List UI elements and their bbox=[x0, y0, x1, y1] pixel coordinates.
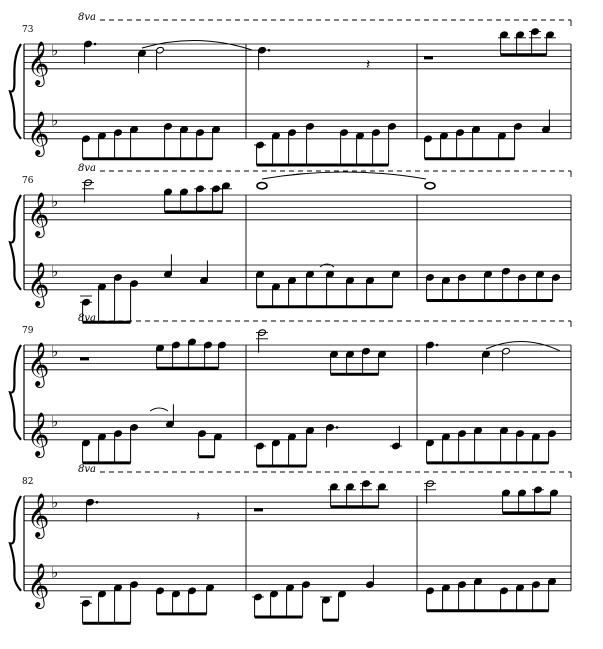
dot bbox=[436, 344, 439, 347]
lower-staff bbox=[24, 563, 571, 609]
flat-key-signature: ♭ bbox=[51, 493, 59, 512]
treble-clef-icon: 𝄞 bbox=[27, 411, 50, 456]
brace bbox=[10, 345, 21, 440]
measure-number: 79 bbox=[22, 326, 34, 336]
dot bbox=[336, 426, 339, 429]
measure-number: 76 bbox=[22, 176, 34, 186]
whole-note bbox=[257, 183, 267, 189]
upper-staff bbox=[24, 41, 571, 87]
ottava-mark: 8va bbox=[78, 464, 96, 475]
brace bbox=[10, 195, 21, 290]
flat-key-signature: ♭ bbox=[51, 41, 59, 60]
slur bbox=[320, 264, 334, 267]
slur bbox=[262, 172, 426, 179]
flat-key-signature: ♭ bbox=[51, 192, 59, 211]
treble-clef-icon: 𝄞 bbox=[27, 40, 50, 85]
dot bbox=[94, 43, 97, 46]
flat-key-signature: ♭ bbox=[51, 262, 59, 281]
quarter-rest-icon: 𝄽 bbox=[196, 508, 201, 525]
ottava-mark: 8va bbox=[78, 163, 96, 174]
brace bbox=[10, 496, 21, 591]
whole-note bbox=[425, 183, 435, 189]
upper-staff bbox=[24, 493, 571, 539]
treble-clef-icon: 𝄞 bbox=[27, 191, 50, 236]
slur bbox=[486, 341, 560, 351]
flat-key-signature: ♭ bbox=[51, 412, 59, 431]
measure-number: 82 bbox=[22, 477, 34, 487]
slur bbox=[150, 408, 168, 411]
ottava-mark: 8va bbox=[78, 12, 96, 23]
treble-clef-icon: 𝄞 bbox=[27, 562, 50, 607]
system-2 bbox=[10, 163, 571, 308]
treble-clef-icon: 𝄞 bbox=[27, 110, 50, 155]
measure-number: 73 bbox=[22, 25, 34, 35]
lower-staff bbox=[24, 111, 571, 157]
quarter-rest-icon: 𝄽 bbox=[366, 56, 371, 73]
flat-key-signature: ♭ bbox=[51, 111, 59, 130]
half-rest bbox=[80, 357, 89, 360]
upper-staff bbox=[24, 192, 571, 238]
flat-key-signature: ♭ bbox=[51, 563, 59, 582]
upper-staff bbox=[24, 342, 571, 388]
ottava-mark: 8va bbox=[78, 313, 96, 324]
brace bbox=[10, 44, 21, 139]
dot bbox=[96, 501, 99, 504]
half-rest bbox=[254, 508, 263, 511]
half-rest bbox=[424, 56, 433, 59]
treble-clef-icon: 𝄞 bbox=[27, 492, 50, 537]
treble-clef-icon: 𝄞 bbox=[27, 261, 50, 306]
treble-clef-icon: 𝄞 bbox=[27, 341, 50, 386]
flat-key-signature: ♭ bbox=[51, 342, 59, 361]
lower-staff bbox=[24, 412, 571, 458]
dot bbox=[268, 49, 271, 52]
